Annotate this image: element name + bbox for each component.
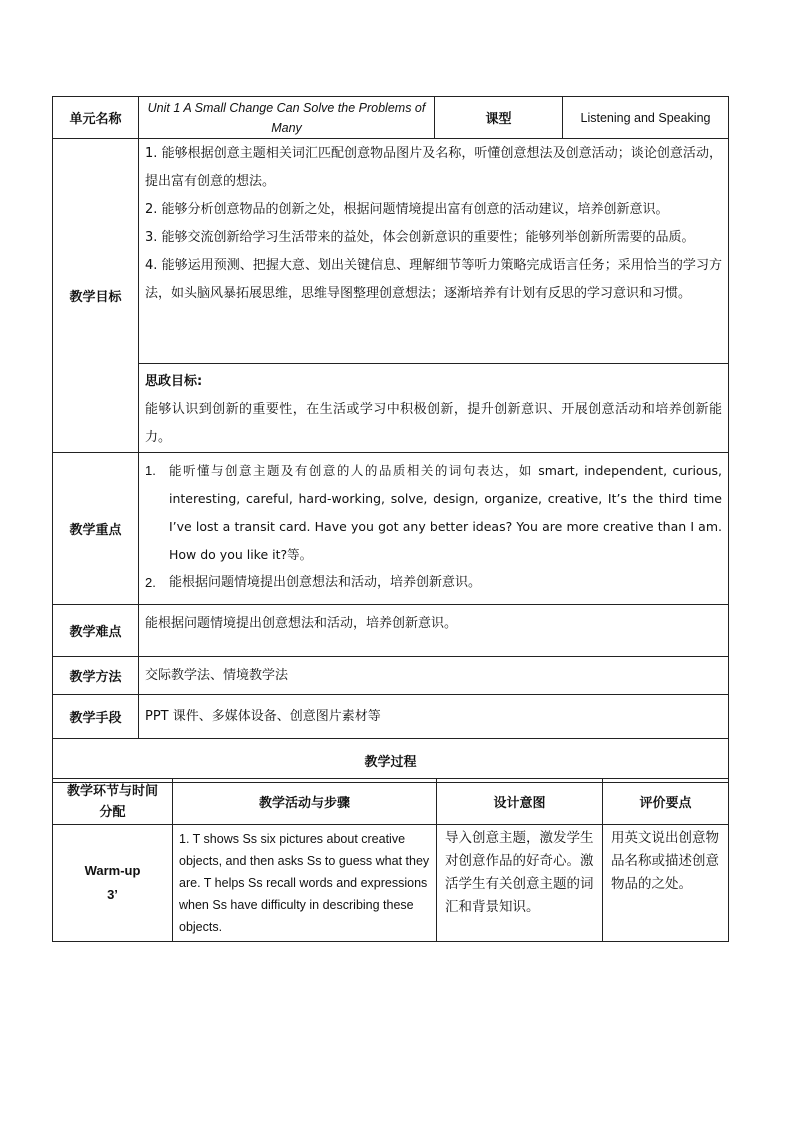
stage-cell bbox=[53, 825, 173, 942]
means-content bbox=[139, 695, 729, 739]
process-title-row bbox=[53, 739, 729, 783]
objective-item-3: 3. 能够交流创新给学习生活带来的益处，体会创新意识的重要性；能够列举创新所需要的品质。 bbox=[145, 230, 695, 245]
ideological-title: 思政目标: bbox=[145, 374, 203, 389]
methods-content bbox=[139, 657, 729, 695]
methods-label: 教学方法 bbox=[53, 657, 139, 695]
difficulties-content bbox=[139, 605, 729, 657]
key-point-text: 能听懂与创意主题及有创意的人的品质相关的词句表达，如 smart, independent, curious, interesting, careful, hard-working, solve, design, organize, creative, It’s the third time I’ve lost a transit card. Have you got any better ideas? You are more creative than I am. How do you like it?等。 bbox=[169, 463, 722, 562]
lesson-type-value: Listening and Speaking bbox=[563, 97, 729, 139]
objectives-row bbox=[53, 139, 729, 364]
means-label: 教学手段 bbox=[53, 695, 139, 739]
evaluation-text: 用英文说出创意物品名称或描述创意物品的之处。 bbox=[611, 830, 719, 892]
col-header-intent: 设计意图 bbox=[437, 779, 603, 825]
means-row bbox=[53, 695, 729, 739]
key-point-number: 2. bbox=[145, 575, 156, 590]
key-point-text: 能根据问题情境提出创意想法和活动，培养创新意识。 bbox=[169, 575, 482, 590]
evaluation-cell bbox=[603, 825, 729, 942]
unit-name-label: 单元名称 bbox=[53, 97, 139, 139]
activity-cell bbox=[173, 825, 437, 942]
objectives-content bbox=[139, 139, 729, 364]
objective-item-1: 1. 能够根据创意主题相关词汇匹配创意物品图片及名称，听懂创意想法及创意活动；谈论创意活动，提出富有创意的想法。 bbox=[145, 146, 722, 189]
objective-item-4: 4. 能够运用预测、把握大意、划出关键信息、理解细节等听力策略完成语言任务；采用恰当的学习方法，如头脑风暴拓展思维，思维导图整理创意想法；逐渐培养有计划有反思的学习意识和习惯。 bbox=[145, 258, 722, 301]
header-row bbox=[53, 97, 729, 139]
objective-item-2: 2. 能够分析创意物品的创新之处，根据问题情境提出富有创意的活动建议，培养创新意识。 bbox=[145, 202, 669, 217]
lesson-info-table bbox=[52, 96, 729, 783]
key-points-label: 教学重点 bbox=[53, 453, 139, 605]
unit-name-value: Unit 1 A Small Change Can Solve the Problems of Many bbox=[139, 97, 435, 139]
methods-text: 交际教学法、情境教学法 bbox=[145, 667, 289, 683]
process-table bbox=[52, 778, 729, 942]
lesson-type-label: 课型 bbox=[435, 97, 563, 139]
ideological-text: 能够认识到创新的重要性，在生活或学习中积极创新，提升创新意识、开展创意活动和培养创新能力。 bbox=[145, 402, 722, 445]
col-header-evaluation: 评价要点 bbox=[603, 779, 729, 825]
difficulties-label: 教学难点 bbox=[53, 605, 139, 657]
key-point-item-1 bbox=[139, 457, 728, 569]
ideological-content bbox=[139, 364, 729, 453]
activity-text: 1. T shows Ss six pictures about creative objects, and then asks Ss to guess what they are. T helps Ss recall words and expressions when Ss have difficulty in describing these objects. bbox=[179, 832, 430, 934]
methods-row bbox=[53, 657, 729, 695]
process-title: 教学过程 bbox=[53, 739, 729, 783]
key-point-number: 1. bbox=[145, 463, 156, 478]
stage-name: Warm-up bbox=[84, 863, 141, 878]
key-point-item-2 bbox=[139, 569, 728, 597]
col-header-activity: 教学活动与步骤 bbox=[173, 779, 437, 825]
difficulties-text: 能根据问题情境提出创意想法和活动，培养创新意识。 bbox=[145, 616, 458, 631]
stage-time: 3’ bbox=[107, 887, 118, 902]
ideological-row bbox=[53, 364, 729, 453]
objectives-label: 教学目标 bbox=[53, 139, 139, 453]
process-header-row bbox=[53, 779, 729, 825]
intent-cell bbox=[437, 825, 603, 942]
means-text: PPT 课件、多媒体设备、创意图片素材等 bbox=[145, 708, 381, 724]
intent-text: 导入创意主题，激发学生对创意作品的好奇心。激活学生有关创意主题的词汇和背景知识。 bbox=[445, 830, 594, 915]
key-points-row bbox=[53, 453, 729, 605]
process-row-warmup bbox=[53, 825, 729, 942]
difficulties-row bbox=[53, 605, 729, 657]
col-header-stage: 教学环节与时间分配 bbox=[53, 779, 173, 825]
key-points-content bbox=[139, 453, 729, 605]
